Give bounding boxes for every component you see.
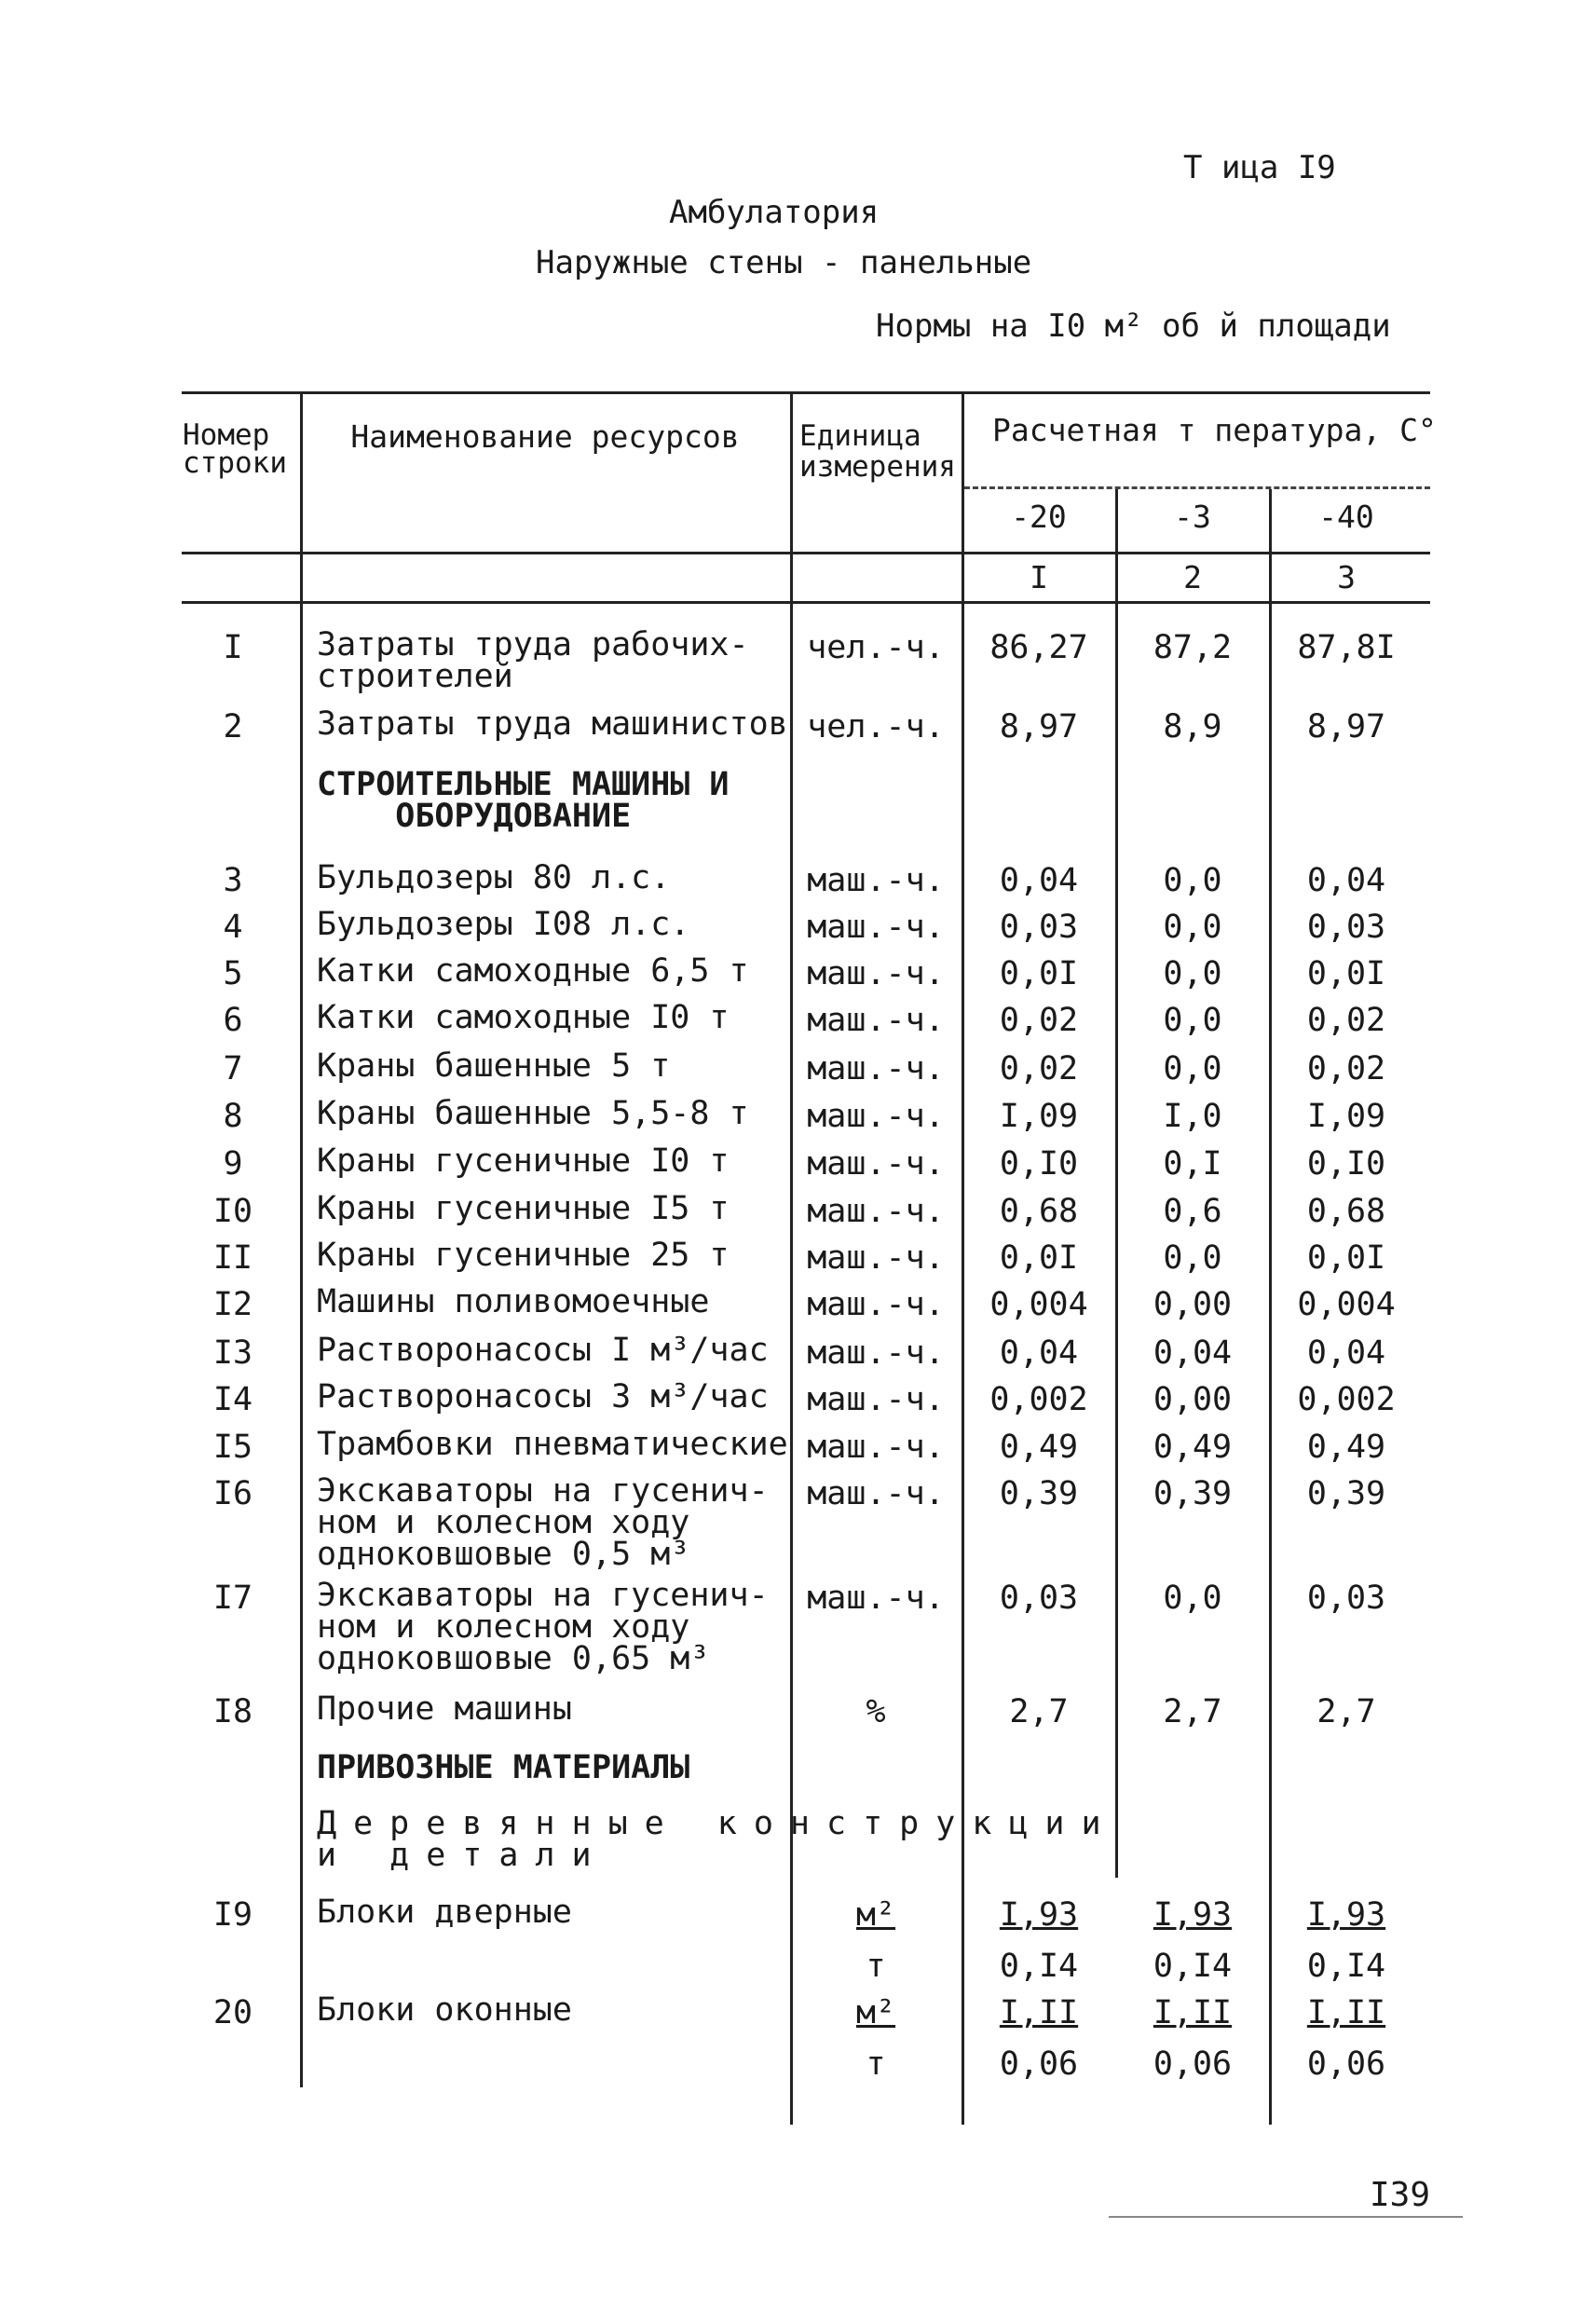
row-number: 2 (223, 708, 243, 745)
unit-cell: маш.-ч. (807, 1239, 945, 1277)
value-col-2: 0,0 (1163, 1050, 1222, 1087)
col-divider-1 (300, 391, 303, 2087)
value-col-3: 0,04 (1306, 862, 1386, 899)
value-col-3: 0,68 (1306, 1193, 1386, 1230)
value-col-1: 0,04 (999, 862, 1079, 899)
value-col-3: 0,I4 (1306, 1948, 1386, 1985)
value-col-1: 0,06 (999, 2045, 1079, 2083)
unit-cell: т (866, 1948, 886, 1985)
header-temp-3: -40 (1318, 499, 1374, 535)
resource-name: Краны гусеничные I5 т (317, 1190, 730, 1227)
row-number: I5 (212, 1429, 253, 1466)
value-col-3: 0,0I (1306, 955, 1386, 992)
value-col-2: 0,6 (1163, 1193, 1222, 1230)
unit-cell: маш.-ч. (807, 1193, 945, 1230)
value-col-1: 0,02 (999, 1002, 1079, 1039)
unit-cell: маш.-ч. (807, 1145, 945, 1183)
value-col-2: 0,I4 (1153, 1948, 1233, 1985)
temp-header-divider (964, 486, 1430, 489)
row-number: I9 (212, 1896, 253, 1934)
resource-name: Затраты труда машинистов (317, 705, 788, 743)
col-divider-4 (1115, 489, 1118, 1878)
value-col-1: I,93 (999, 1896, 1079, 1934)
row-number: 9 (223, 1145, 243, 1183)
page-title: Амбулатория (669, 194, 880, 231)
resource-name: Бульдозеры 80 л.с. (317, 859, 671, 896)
value-col-1: 0,49 (999, 1429, 1079, 1466)
value-col-2: 0,0 (1163, 1579, 1222, 1617)
value-col-3: 87,8I (1297, 629, 1396, 666)
value-col-3: I,93 (1306, 1896, 1386, 1934)
resource-name: Деревянные конструкции и детали (317, 1805, 1118, 1874)
unit-cell: т (866, 2045, 886, 2083)
table-label: Т ица I9 (1183, 149, 1336, 186)
header-temp-2: -3 (1174, 499, 1211, 535)
row-number: I6 (212, 1475, 253, 1512)
resource-name: Растворонасосы I м³/час (317, 1332, 769, 1369)
resource-name: Блоки оконные (317, 1991, 572, 2029)
value-col-2: 0,04 (1153, 1334, 1233, 1372)
row-number: 7 (223, 1050, 243, 1087)
unit-cell: чел.-ч. (807, 708, 945, 745)
resource-name: Бульдозеры I08 л.с. (317, 906, 690, 943)
header-number: Номер строки (183, 418, 287, 480)
unit-cell: % (866, 1693, 886, 1730)
row-number: 8 (223, 1098, 243, 1135)
value-col-2: I,93 (1153, 1896, 1233, 1934)
value-col-2: 0,0 (1163, 1002, 1222, 1039)
col-divider-5 (1269, 489, 1272, 2125)
header-colnum-2: 2 (1183, 559, 1202, 595)
resource-name: Экскаваторы на гусенич- ном и колесном ходу одноковшовые 0,65 м³ (317, 1577, 769, 1677)
unit-cell: маш.-ч. (807, 1098, 945, 1135)
value-col-2: I,II (1153, 1994, 1233, 2031)
value-col-3: 0,06 (1306, 2045, 1386, 2083)
unit-cell: маш.-ч. (807, 1334, 945, 1372)
value-col-1: I,II (999, 1994, 1079, 2031)
value-col-2: 0,00 (1153, 1286, 1233, 1323)
resource-name: Краны гусеничные I0 т (317, 1142, 730, 1180)
value-col-3: 0,I0 (1306, 1145, 1386, 1183)
value-col-2: 0,0 (1163, 862, 1222, 899)
resource-name: Блоки дверные (317, 1894, 572, 1931)
value-col-1: 0,04 (999, 1334, 1079, 1372)
header-unit: Единица измерения (799, 419, 956, 484)
unit-cell: маш.-ч. (807, 1579, 945, 1617)
row-number: I4 (212, 1381, 253, 1418)
unit-cell: маш.-ч. (807, 1381, 945, 1418)
row-number: 5 (223, 955, 243, 992)
resource-name: Прочие машины (317, 1690, 572, 1728)
header-colnum-3: 3 (1337, 559, 1356, 595)
unit-cell: маш.-ч. (807, 1050, 945, 1087)
value-col-1: 0,68 (999, 1193, 1079, 1230)
value-col-3: 8,97 (1306, 708, 1386, 745)
header-bottom-border (182, 552, 1430, 554)
row-number: I (223, 629, 243, 666)
row-number: I7 (212, 1579, 253, 1617)
resource-name: СТРОИТЕЛЬНЫЕ МАШИНЫ И ОБОРУДОВАНИЕ (317, 766, 730, 835)
value-col-2: 0,49 (1153, 1429, 1233, 1466)
unit-cell: чел.-ч. (807, 629, 945, 666)
unit-cell: маш.-ч. (807, 1286, 945, 1323)
value-col-3: 0,03 (1306, 1579, 1386, 1617)
value-col-2: 87,2 (1153, 629, 1233, 666)
value-col-3: 0,004 (1297, 1286, 1396, 1323)
value-col-3: I,II (1306, 1994, 1386, 2031)
value-col-2: 0,06 (1153, 2045, 1233, 2083)
resource-name: Экскаваторы на гусенич- ном и колесном ходу одноковшовые 0,5 м³ (317, 1472, 769, 1573)
row-number: 6 (223, 1002, 243, 1039)
resource-name: ПРИВОЗНЫЕ МАТЕРИАЛЫ (317, 1749, 690, 1786)
value-col-3: 0,02 (1306, 1050, 1386, 1087)
value-col-1: 0,I4 (999, 1948, 1079, 1985)
value-col-3: 0,49 (1306, 1429, 1386, 1466)
resource-name: Катки самоходные 6,5 т (317, 952, 749, 990)
page-number-rule (1109, 2216, 1463, 2218)
value-col-1: 0,03 (999, 1579, 1079, 1617)
value-col-2: 0,0 (1163, 909, 1222, 946)
value-col-1: 0,004 (989, 1286, 1088, 1323)
value-col-3: 0,02 (1306, 1002, 1386, 1039)
value-col-3: 0,0I (1306, 1239, 1386, 1277)
unit-cell: маш.-ч. (807, 1429, 945, 1466)
value-col-2: 0,I (1163, 1145, 1222, 1183)
page-subtitle: Наружные стены - панельные (536, 244, 1032, 281)
value-col-2: 2,7 (1163, 1693, 1222, 1730)
value-col-1: 0,0I (999, 955, 1079, 992)
value-col-1: 0,02 (999, 1050, 1079, 1087)
table-top-border (182, 391, 1430, 394)
row-number: I0 (212, 1193, 253, 1230)
value-col-3: I,09 (1306, 1098, 1386, 1135)
resource-name: Растворонасосы 3 м³/час (317, 1378, 769, 1415)
value-col-2: I,0 (1163, 1098, 1222, 1135)
resource-name: Краны гусеничные 25 т (317, 1237, 730, 1274)
page-number: I39 (1370, 2176, 1431, 2214)
row-number: I2 (212, 1286, 253, 1323)
row-number: I3 (212, 1334, 253, 1372)
value-col-3: 0,04 (1306, 1334, 1386, 1372)
unit-cell: м² (855, 1896, 896, 1934)
unit-cell: маш.-ч. (807, 1002, 945, 1039)
row-number: 4 (223, 909, 243, 946)
value-col-2: 0,00 (1153, 1381, 1233, 1418)
value-col-3: 0,39 (1306, 1475, 1386, 1512)
header-name: Наименование ресурсов (350, 418, 740, 455)
row-number: II (212, 1239, 253, 1277)
value-col-1: I,09 (999, 1098, 1079, 1135)
resource-name: Краны башенные 5,5-8 т (317, 1095, 749, 1132)
row-number: 3 (223, 862, 243, 899)
value-col-1: 0,39 (999, 1475, 1079, 1512)
value-col-3: 0,002 (1297, 1381, 1396, 1418)
resource-name: Затраты труда рабочих- строителей (317, 626, 749, 695)
value-col-1: 0,0I (999, 1239, 1079, 1277)
resource-name: Краны башенные 5 т (317, 1047, 671, 1085)
header-temperature: Расчетная т пература, С° (992, 412, 1437, 448)
resource-name: Катки самоходные I0 т (317, 999, 730, 1036)
unit-cell: м² (855, 1994, 896, 2031)
colnum-bottom-border (182, 601, 1430, 604)
value-col-1: 0,I0 (999, 1145, 1079, 1183)
value-col-2: 0,39 (1153, 1475, 1233, 1512)
value-col-1: 86,27 (989, 629, 1088, 666)
row-number: I8 (212, 1693, 253, 1730)
value-col-1: 0,002 (989, 1381, 1088, 1418)
value-col-1: 2,7 (1009, 1693, 1069, 1730)
unit-cell: маш.-ч. (807, 955, 945, 992)
header-colnum-1: I (1030, 559, 1048, 595)
unit-cell: маш.-ч. (807, 909, 945, 946)
value-col-3: 0,03 (1306, 909, 1386, 946)
unit-cell: маш.-ч. (807, 1475, 945, 1512)
value-col-1: 0,03 (999, 909, 1079, 946)
value-col-2: 8,9 (1163, 708, 1222, 745)
value-col-3: 2,7 (1316, 1693, 1376, 1730)
value-col-2: 0,0 (1163, 955, 1222, 992)
norms-caption: Нормы на I0 м² об й площади (876, 308, 1391, 345)
resource-name: Машины поливомоечные (317, 1283, 710, 1320)
row-number: 20 (212, 1994, 253, 2031)
header-temp-1: -20 (1011, 499, 1067, 535)
resource-name: Трамбовки пневматические (317, 1426, 788, 1463)
value-col-2: 0,0 (1163, 1239, 1222, 1277)
value-col-1: 8,97 (999, 708, 1079, 745)
unit-cell: маш.-ч. (807, 862, 945, 899)
